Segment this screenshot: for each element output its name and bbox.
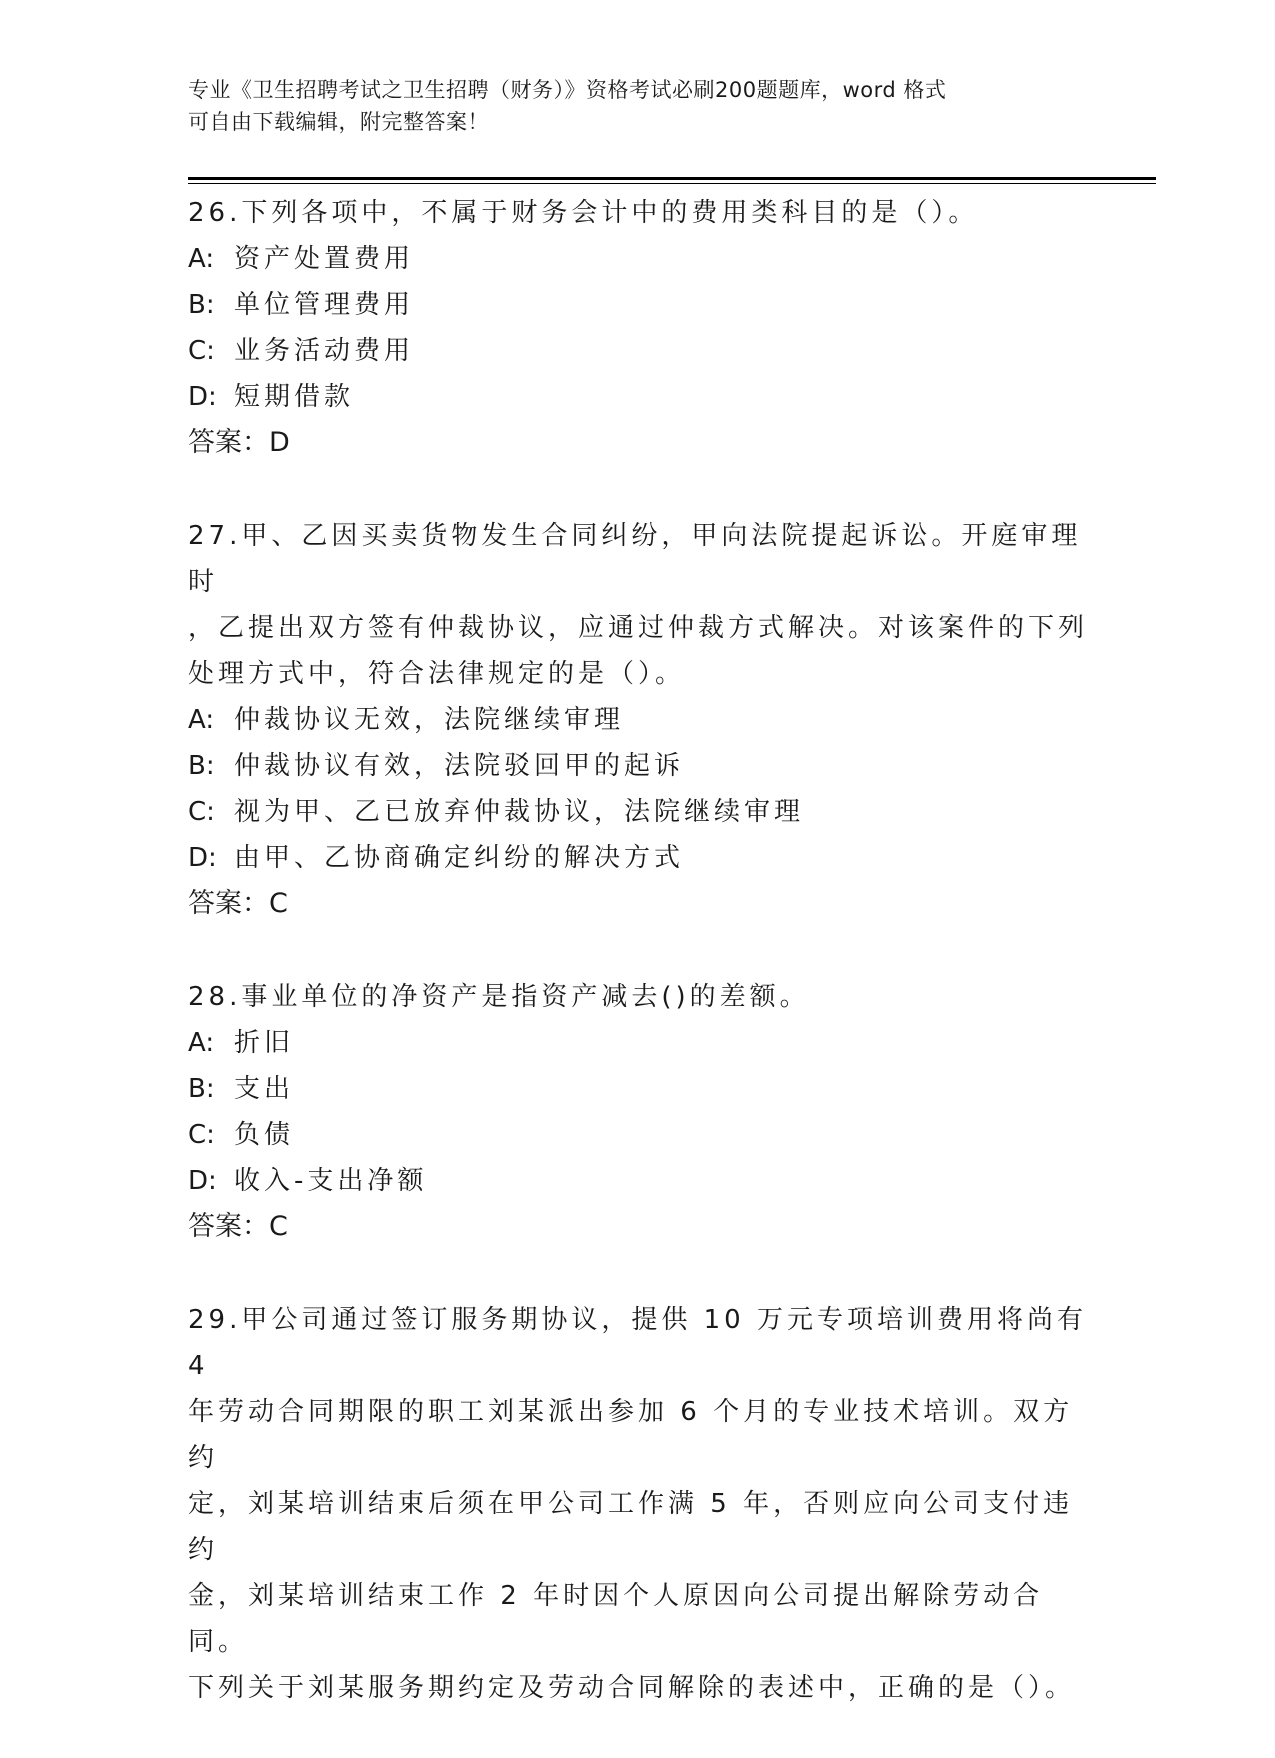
option-key: A: [188,1028,215,1058]
option-text: 视为甲、乙已放弃仲裁协议，法院继续审理 [234,797,805,827]
option-text: 收入-支出净额 [234,1166,428,1196]
option-key: B: [188,1074,215,1104]
option-key: C: [188,1120,215,1150]
question-26 [188,190,1088,466]
option-key: A: [188,705,215,735]
question-stem-line: ，乙提出双方签有仲裁协议，应通过仲裁方式解决。对该案件的下列 [188,613,1089,643]
option-key: D: [188,1166,217,1196]
option-key: C: [188,336,215,366]
option-text: 由甲、乙协商确定纠纷的解决方式 [234,843,685,873]
header-divider-thin [188,183,1156,184]
question-stem-line: 金，刘某培训结束工作 2 年时因个人原因向公司提出解除劳动合同。 [188,1581,1044,1657]
option-text: 仲裁协议无效，法院继续审理 [234,705,625,735]
question-list [188,190,1088,1758]
option-b [188,282,1088,328]
option-a [188,1020,1088,1066]
question-27 [188,513,1088,927]
option-text: 负债 [234,1120,295,1150]
option-b [188,1066,1088,1112]
option-text: 资产处置费用 [234,244,415,274]
option-key: D: [188,843,217,873]
option-c [188,1112,1088,1158]
header-divider-thick [188,177,1156,180]
option-d [188,1158,1088,1204]
option-key: B: [188,290,215,320]
option-text: 支出 [234,1074,295,1104]
option-text: 短期借款 [234,382,355,412]
option-c [188,328,1088,374]
header-line-2: 可自由下载编辑，附完整答案！ [188,110,489,134]
header-line-1: 专业《卫生招聘考试之卫生招聘（财务）》资格考试必刷200题题库，word 格式 [188,78,947,102]
option-text: 仲裁协议有效，法院驳回甲的起诉 [234,751,685,781]
option-text: 业务活动费用 [234,336,415,366]
option-text: 单位管理费用 [234,290,415,320]
question-stem-line: 27.甲、乙因买卖货物发生合同纠纷，甲向法院提起诉讼。开庭审理时 [188,521,1082,597]
option-text: 折旧 [234,1028,295,1058]
question-stem: 28.事业单位的净资产是指资产减去()的差额。 [188,982,810,1012]
option-d [188,374,1088,420]
option-a [188,236,1088,282]
option-c [188,789,1088,835]
question-stem-line: 29.甲公司通过签订服务期协议，提供 10 万元专项培训费用将尚有 4 [188,1305,1087,1381]
option-d [188,835,1088,881]
question-stem-line: 处理方式中，符合法律规定的是（）。 [188,659,686,689]
option-key: A: [188,244,215,274]
answer-label: 答案：D [188,427,290,458]
document-header [188,74,1068,138]
option-a [188,697,1088,743]
option-key: D: [188,382,217,412]
option-key: C: [188,797,215,827]
question-stem-line: 下列关于刘某服务期约定及劳动合同解除的表述中，正确的是（）。 [188,1673,1076,1703]
question-stem-line: 年劳动合同期限的职工刘某派出参加 6 个月的专业技术培训。双方约 [188,1397,1074,1473]
option-key: B: [188,751,215,781]
question-stem-line: 定，刘某培训结束后须在甲公司工作满 5 年，否则应向公司支付违约 [188,1489,1074,1565]
question-stem: 26.下列各项中，不属于财务会计中的费用类科目的是（）。 [188,198,979,228]
question-28 [188,974,1088,1250]
option-b [188,743,1088,789]
answer-label: 答案：C [188,888,288,919]
answer-label: 答案：C [188,1211,288,1242]
question-29 [188,1297,1088,1711]
